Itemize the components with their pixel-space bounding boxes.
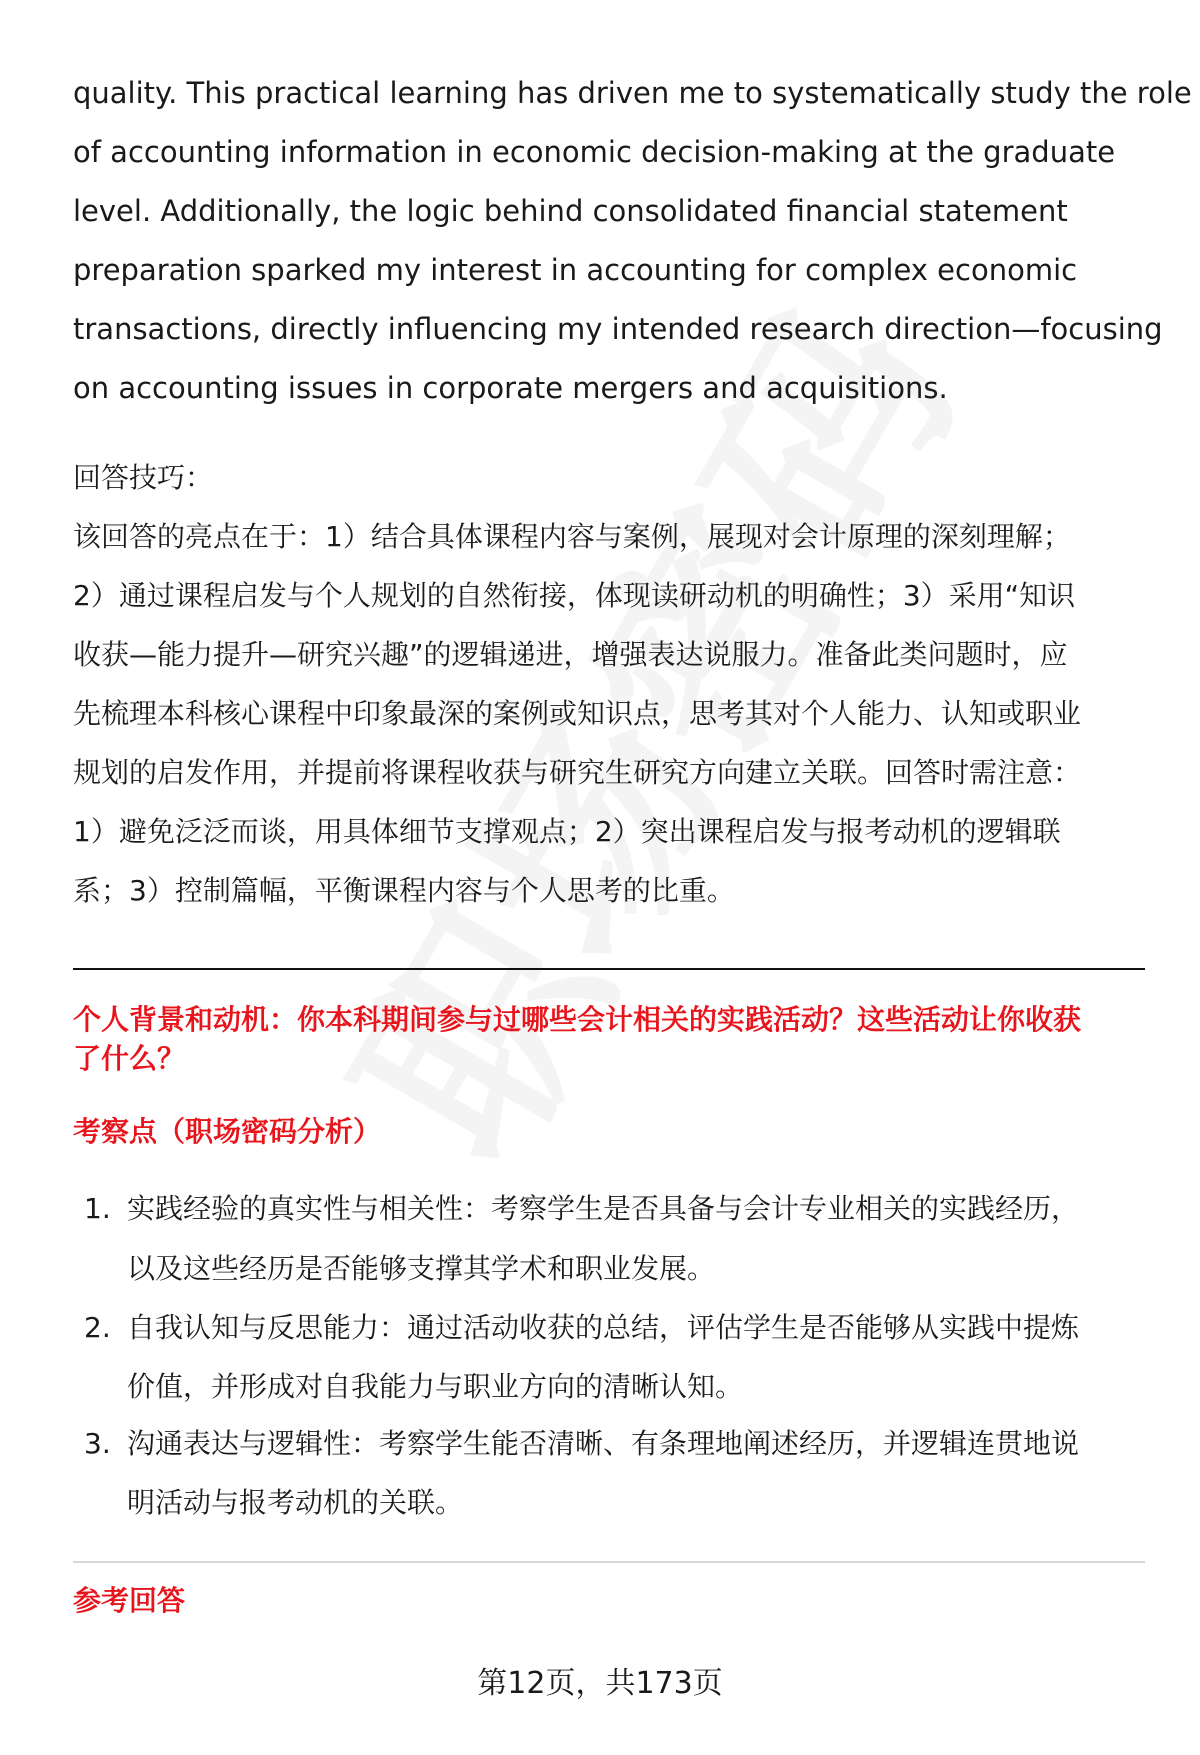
text-line: level. Additionally, the logic behind consolidated financial statement <box>73 194 1068 228</box>
question-line: 个人背景和动机：你本科期间参与过哪些会计相关的实践活动？这些活动让你收获 <box>73 1003 1082 1036</box>
text-line: 系；3）控制篇幅，平衡课程内容与个人思考的比重。 <box>73 874 735 907</box>
list-item-line: 实践经验的真实性与相关性：考察学生是否具备与会计专业相关的实践经历， <box>127 1192 1080 1225</box>
list-number: 2. <box>84 1311 111 1344</box>
analysis-title: 考察点（职场密码分析） <box>73 1115 382 1148</box>
list-item-line: 价值，并形成对自我能力与职业方向的清晰认知。 <box>127 1370 744 1403</box>
text-line: 规划的启发作用，并提前将课程收获与研究生研究方向建立关联。回答时需注意： <box>73 756 1082 789</box>
text-line: 先梳理本科核心课程中印象最深的案例或知识点，思考其对个人能力、认知或职业 <box>73 697 1082 730</box>
text-line: of accounting information in economic decision-making at the graduate <box>73 135 1116 169</box>
text-line: preparation sparked my interest in accounting for complex economic <box>73 253 1078 287</box>
tips-label: 回答技巧： <box>73 461 214 494</box>
text-line: 1）避免泛泛而谈，用具体细节支撑观点；2）突出课程启发与报考动机的逻辑联 <box>73 815 1061 848</box>
reference-answer-title: 参考回答 <box>73 1584 186 1617</box>
text-line: on accounting issues in corporate mergers and acquisitions. <box>73 371 948 405</box>
question-line: 了什么？ <box>73 1042 186 1075</box>
text-line: quality. This practical learning has driven me to systematically study the role <box>73 76 1192 110</box>
list-number: 1. <box>84 1192 111 1225</box>
divider <box>73 1561 1145 1563</box>
text-line: 该回答的亮点在于：1）结合具体课程内容与案例，展现对会计原理的深刻理解； <box>73 520 1071 553</box>
list-item-line: 以及这些经历是否能够支撑其学术和职业发展。 <box>127 1252 716 1285</box>
list-item-line: 沟通表达与逻辑性：考察学生能否清晰、有条理地阐述经历，并逻辑连贯地说 <box>127 1427 1080 1460</box>
page-footer: 第12页，共173页 <box>477 1666 723 1701</box>
text-line: 收获—能力提升—研究兴趣”的逻辑递进，增强表达说服力。准备此类问题时，应 <box>73 638 1068 671</box>
list-item-line: 明活动与报考动机的关联。 <box>127 1486 464 1519</box>
list-number: 3. <box>84 1427 111 1460</box>
list-item-line: 自我认知与反思能力：通过活动收获的总结，评估学生是否能够从实践中提炼 <box>127 1311 1080 1344</box>
divider <box>73 968 1145 970</box>
text-line: transactions, directly influencing my intended research direction—focusing <box>73 312 1163 346</box>
text-line: 2）通过课程启发与个人规划的自然衔接，体现读研动机的明确性；3）采用“知识 <box>73 579 1076 612</box>
